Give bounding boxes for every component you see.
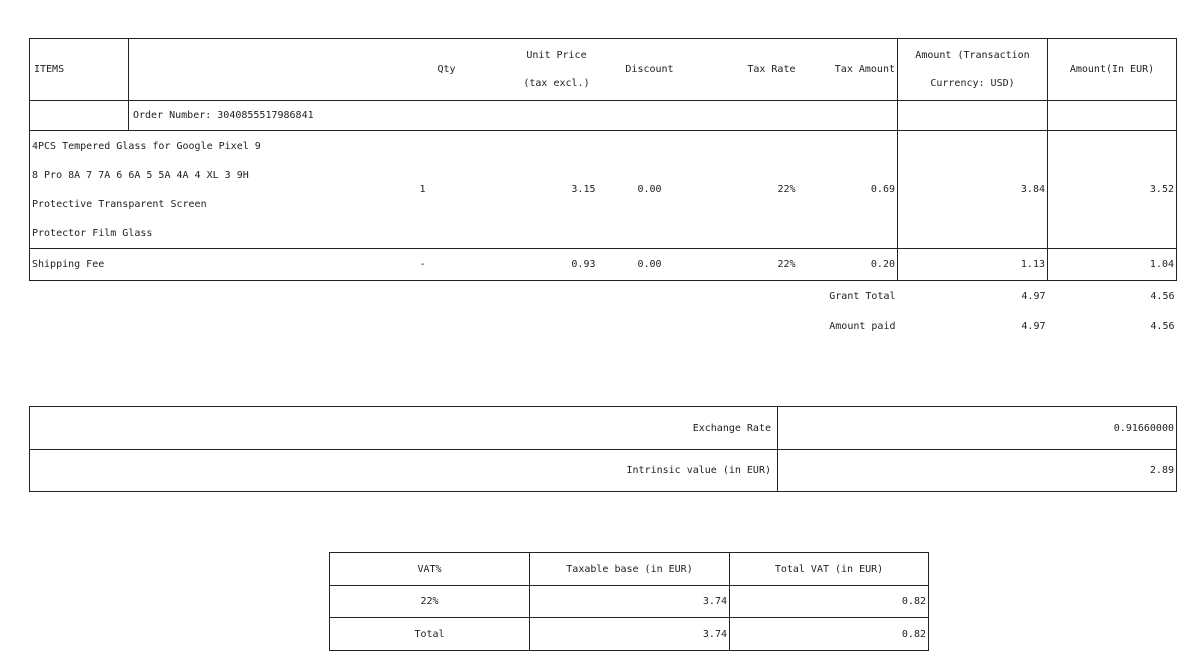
vat-total-cell: 0.82 [730,586,929,618]
vat-rate-cell: 22% [330,586,530,618]
amount-paid-eur: 4.56 [1150,320,1175,332]
intrinsic-value: 2.89 [778,450,1177,492]
product-discount: 0.00 [600,131,700,249]
header-unit-price-line2: (tax excl.) [523,77,590,89]
shipping-tax-amount: 0.20 [800,249,898,281]
shipping-label: Shipping Fee [30,249,390,281]
table-row [330,618,929,651]
product-unit-price: 3.15 [470,131,600,249]
shipping-unit-price: 0.93 [470,249,600,281]
amount-paid-label: Amount paid [829,320,896,332]
vat-summary-table [329,552,929,651]
table-row [30,249,1177,281]
product-qty: 1 [390,131,470,249]
grant-total-label: Grant Total [829,290,896,302]
shipping-amount-eur: 1.04 [1048,249,1177,281]
product-tax-amount: 0.69 [800,131,898,249]
order-number-row [30,101,1177,131]
header-unit-price [470,39,600,101]
shipping-amount-transaction: 1.13 [898,249,1048,281]
vat-base-cell: 3.74 [530,586,730,618]
grant-total-row [30,281,1177,312]
product-amount-eur: 3.52 [1048,131,1177,249]
exchange-rate-table [29,406,1177,492]
header-tax-rate: Tax Rate [700,39,800,101]
vat-header-rate: VAT% [330,553,530,586]
amount-paid-row [30,311,1177,341]
table-row [30,131,1177,249]
vat-header-base: Taxable base (in EUR) [530,553,730,586]
intrinsic-value-row [30,450,1177,492]
product-description [30,131,390,249]
vat-rate-cell: Total [330,618,530,651]
order-number: Order Number: 3040855517986841 [129,101,800,131]
product-amount-transaction: 3.84 [898,131,1048,249]
grant-total-transaction: 4.97 [1021,290,1046,302]
header-discount: Discount [600,39,700,101]
exchange-rate-row [30,407,1177,450]
header-unit-price-line1: Unit Price [526,49,587,61]
product-desc-line: 4PCS Tempered Glass for Google Pixel 9 [32,140,261,152]
product-desc-line: Protective Transparent Screen [32,198,207,210]
table-row [330,586,929,618]
header-amount-transaction [898,39,1048,101]
grant-total-eur: 4.56 [1150,290,1175,302]
header-tax-amount: Tax Amount [800,39,898,101]
vat-base-cell: 3.74 [530,618,730,651]
header-qty: Qty [390,39,470,101]
exchange-rate-value: 0.91660000 [778,407,1177,450]
header-amount-tx-line1: Amount (Transaction [915,49,1030,61]
table-header-row [30,39,1177,101]
product-tax-rate: 22% [700,131,800,249]
header-amount-eur: Amount(In EUR) [1048,39,1177,101]
shipping-tax-rate: 22% [700,249,800,281]
vat-header-total: Total VAT (in EUR) [730,553,929,586]
invoice-items-table [29,38,1177,341]
amount-paid-transaction: 4.97 [1021,320,1046,332]
header-amount-tx-line2: Currency: USD) [930,77,1015,89]
header-items: ITEMS [30,39,129,101]
shipping-discount: 0.00 [600,249,700,281]
vat-total-cell: 0.82 [730,618,929,651]
intrinsic-value-label: Intrinsic value (in EUR) [30,450,778,492]
vat-header-row [330,553,929,586]
shipping-qty: - [390,249,470,281]
product-desc-line: 8 Pro 8A 7 7A 6 6A 5 5A 4A 4 XL 3 9H [32,169,249,181]
product-desc-line: Protector Film Glass [32,227,153,239]
exchange-rate-label: Exchange Rate [30,407,778,450]
